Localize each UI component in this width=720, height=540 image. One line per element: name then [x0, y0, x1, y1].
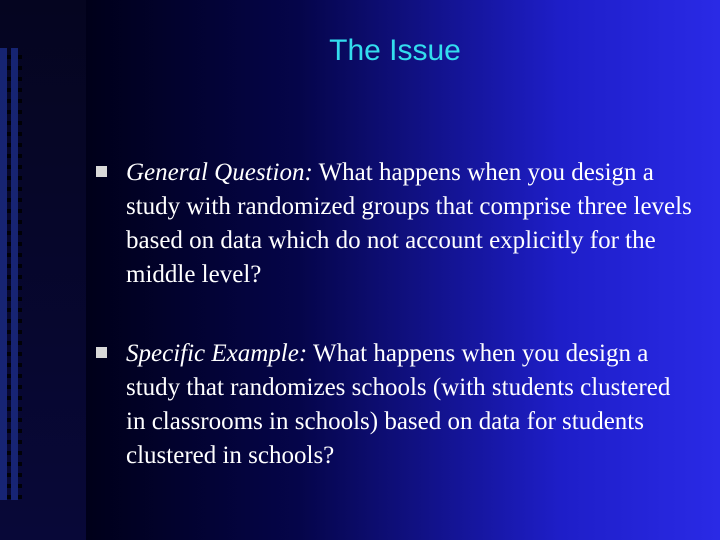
slide-title: The Issue — [329, 34, 461, 67]
bullet-lead-label: Specific Example: — [126, 340, 308, 367]
square-bullet-icon — [96, 347, 107, 358]
bullet-lead-label: General Question: — [126, 159, 313, 186]
bullet-general-question — [96, 156, 696, 292]
square-bullet-icon — [96, 166, 107, 177]
bullet-body: What happens when you design a study with randomized groups that comprise three levels based on data which do not account explicitly for the middle level? — [126, 159, 692, 288]
bullet-text — [126, 337, 696, 473]
bullet-specific-example — [96, 337, 696, 473]
bullet-body: What happens when you design a study that randomizes schools (with students clustered in classrooms in schools) based on data for students clustered in schools? — [126, 340, 671, 469]
bullet-text — [126, 156, 696, 292]
decorative-square-pattern — [0, 48, 22, 500]
